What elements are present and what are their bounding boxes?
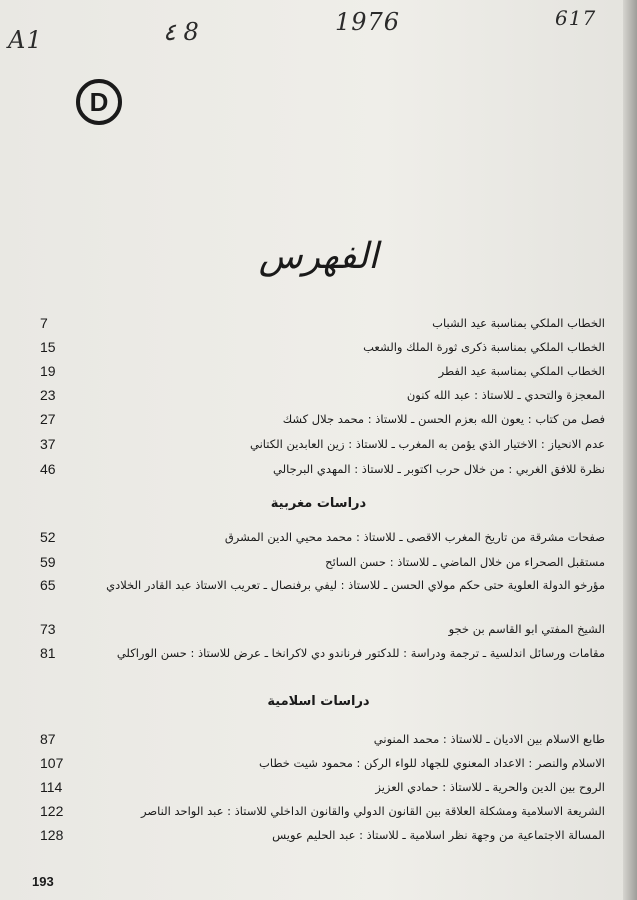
entry-page: 107: [40, 755, 64, 771]
section-heading: دراسات مغربية: [270, 496, 367, 511]
entry-page: 7: [40, 315, 48, 331]
toc-entry: الروح بين الدين والحرية ـ للاستاذ : حمادي العزيز 114: [40, 779, 605, 795]
entry-page: 27: [40, 411, 56, 427]
toc-entry: الخطاب الملكي بمناسبة عيد الفطر 19: [40, 363, 605, 379]
toc-entry: مؤرخو الدولة العلوية حتى حكم مولاي الحسن ـ للاستاذ : ليفي برفنصال ـ تعريب الاستاذ عبد القادر الخلادي 65: [40, 577, 605, 593]
toc-entry: الشريعة الاسلامية ومشكلة العلاقة بين القانون الدولي والقانون الداخلي للاستاذ : عبد الواحد الناصر 122: [40, 803, 605, 819]
entry-page: 65: [40, 577, 56, 593]
entry-page: 81: [40, 645, 56, 661]
toc-entry: مستقبل الصحراء من خلال الماضي ـ للاستاذ : حسن السائح 59: [40, 554, 605, 570]
toc-entry: المعجزة والتحدي ـ للاستاذ : عبد الله كنون 23: [40, 387, 605, 403]
entry-page: 46: [40, 461, 56, 477]
toc-entry: مقامات ورسائل اندلسية ـ ترجمة ودراسة : للدكتور فرناندو دي لاكرانخا ـ عرض للاستاذ : حسن الوراكلي 81: [40, 645, 605, 661]
toc-entry: الخطاب الملكي بمناسبة ذكرى ثورة الملك والشعب 15: [40, 339, 605, 355]
page-title: الفهرس: [258, 236, 379, 277]
handwritten-year: 1976: [335, 8, 401, 36]
handwritten-note-2: ٤ 8: [163, 18, 199, 46]
toc-entry: صفحات مشرقة من تاريخ المغرب الاقصى ـ للاستاذ : محمد محيي الدين المشرق 52: [40, 529, 605, 545]
handwritten-number: 617: [555, 6, 597, 30]
entry-page: 59: [40, 554, 56, 570]
toc-entry: الشيخ المفتي ابو القاسم بن خجو 73: [40, 621, 605, 637]
toc-entry: عدم الانحياز : الاختيار الذي يؤمن به المغرب ـ للاستاذ : زين العابدين الكتاني 37: [40, 436, 605, 452]
page-number: 193: [32, 874, 54, 889]
logo-letter: D: [89, 87, 109, 117]
toc-entry: فصل من كتاب : يعون الله بعزم الحسن ـ للاستاذ : محمد جلال كشك 27: [40, 411, 605, 427]
entry-page: 52: [40, 529, 56, 545]
book-spine-shadow: [623, 0, 637, 900]
entry-page: 122: [40, 803, 64, 819]
entry-page: 128: [40, 827, 64, 843]
entry-page: 23: [40, 387, 56, 403]
entry-page: 87: [40, 731, 56, 747]
toc-entry: طابع الاسلام بين الاديان ـ للاستاذ : محمد المنوني 87: [40, 731, 605, 747]
toc-entry: نظرة للافق الغربي : من خلال حرب اكتوبر ـ للاستاذ : المهدي البرجالي 46: [40, 461, 605, 477]
toc-entry: الخطاب الملكي بمناسبة عيد الشباب 7: [40, 315, 605, 331]
entry-page: 114: [40, 779, 63, 795]
entry-page: 19: [40, 363, 56, 379]
entry-page: 37: [40, 436, 56, 452]
library-stamp-logo: [75, 78, 123, 126]
section-heading: دراسات اسلامية: [267, 694, 370, 709]
handwritten-note-1: A1: [8, 26, 43, 54]
entry-page: 15: [40, 339, 56, 355]
entry-page: 73: [40, 621, 56, 637]
toc-entry: الاسلام والنصر : الاعداد المعنوي للجهاد للواء الركن : محمود شيت خطاب 107: [40, 755, 605, 771]
toc-entry: المسالة الاجتماعية من وجهة نظر اسلامية ـ للاستاذ : عبد الحليم عويس 128: [40, 827, 605, 843]
